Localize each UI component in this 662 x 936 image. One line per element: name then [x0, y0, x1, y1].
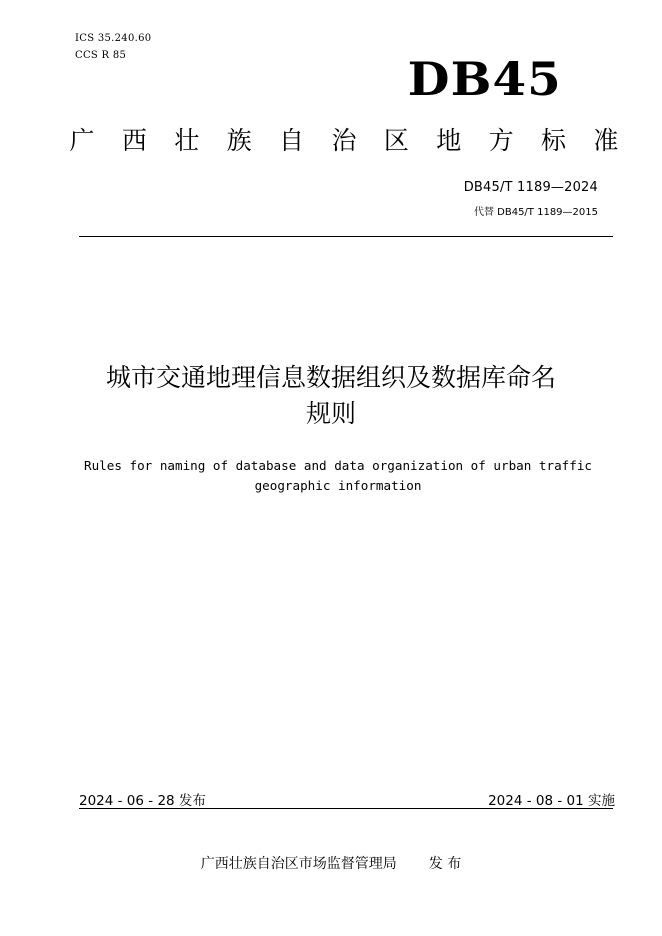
issuer-action: 发 布 — [428, 856, 462, 872]
issuer-line — [0, 853, 662, 873]
chinese-title — [60, 360, 602, 432]
chinese-title-line-2: 规则 — [305, 399, 356, 428]
db45-logo: DB45 — [407, 52, 562, 106]
ccs-code: CCS R 85 — [75, 50, 127, 61]
standard-type-heading — [66, 128, 622, 153]
publish-date: 2024 - 06 - 28 发布 — [79, 793, 206, 809]
top-divider — [79, 236, 613, 237]
english-title-line-1: Rules for naming of database and data organization of urban traffic — [84, 458, 592, 473]
issuer-name: 广西壮族自治区市场监督管理局 — [200, 856, 397, 872]
english-title-line-2: geographic information — [254, 478, 422, 493]
standard-type-char: 族 — [226, 126, 252, 155]
replaces-standard: 代替 DB45/T 1189—2015 — [473, 207, 598, 218]
standard-type-char: 方 — [488, 126, 514, 155]
standard-type-char: 西 — [121, 126, 147, 155]
standard-number: DB45/T 1189—2024 — [463, 180, 598, 195]
standard-type-char: 自 — [279, 126, 305, 155]
implement-date: 2024 - 08 - 01 实施 — [488, 793, 615, 809]
standard-type-char: 区 — [383, 126, 409, 155]
chinese-title-line-1: 城市交通地理信息数据组织及数据库命名 — [105, 363, 556, 392]
standard-type-char: 广 — [69, 126, 95, 155]
ics-code: ICS 35.240.60 — [75, 33, 152, 44]
bottom-divider — [79, 808, 613, 809]
standard-type-char: 地 — [436, 126, 462, 155]
standard-type-char: 壮 — [174, 126, 200, 155]
standard-type-char: 治 — [331, 126, 357, 155]
english-title — [60, 456, 616, 496]
standard-type-char: 标 — [541, 126, 567, 155]
standard-type-char: 准 — [593, 126, 619, 155]
